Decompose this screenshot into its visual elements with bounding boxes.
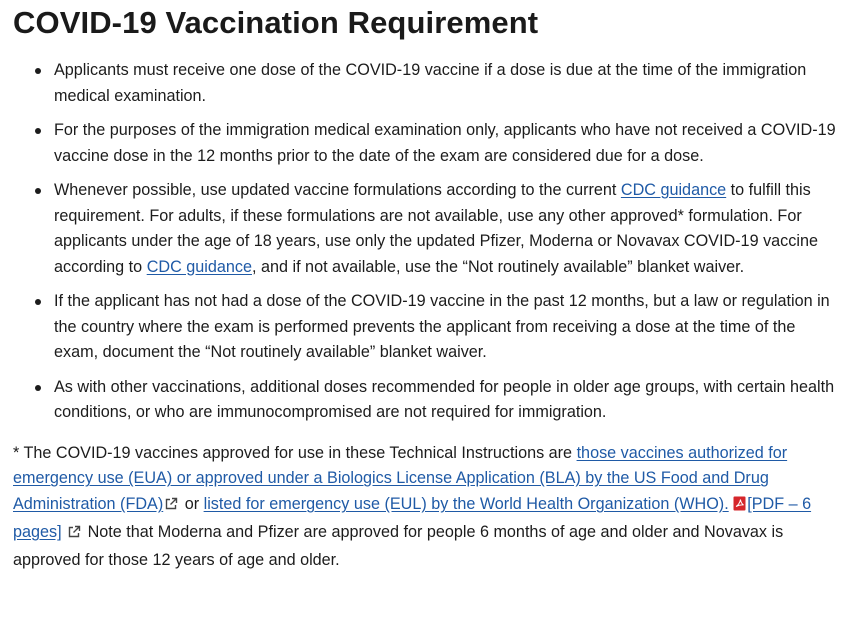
cdc-guidance-link[interactable]: CDC guidance (620, 181, 727, 199)
external-link-icon (164, 494, 178, 520)
footnote-text: or (180, 495, 204, 514)
fda-approved-vaccines-link[interactable]: those vaccines authorized for emergency use (EUA) or approved under a Biologics License Application (BLA) by the US Food and Drug Administration (FDA) (13, 443, 788, 514)
bullet-text: Applicants must receive one dose of the COVID-19 vaccine if a dose is due at the time of the immigration medical examination. (54, 61, 807, 105)
cdc-guidance-link[interactable]: CDC guidance (146, 257, 252, 276)
list-item (13, 375, 836, 426)
page-title: COVID-19 Vaccination Requirement (13, 5, 539, 40)
pdf-icon (733, 494, 746, 520)
list-item (13, 289, 836, 366)
footnote (13, 441, 836, 574)
pdf-download-link[interactable]: [PDF – 6 pages] (13, 495, 812, 541)
bullet-text: to fulfill this requirement. For adults, if these formulations are not available, use any other approved* formulation. For applicants under the age of 18 years, use only the updated Pfizer, Moderna or Novavax COVID-19 vaccine according to (54, 181, 818, 276)
footnote-text: * The COVID-19 vaccines approved for use in these Technical Instructions are (13, 443, 577, 462)
bullet-text: , and if not available, use the “Not routinely available” blanket waiver. (251, 257, 745, 276)
list-item (13, 178, 836, 280)
list-item (13, 58, 836, 109)
bullet-text: For the purposes of the immigration medical examination only, applicants who have not received a COVID-19 vaccine dose in the 12 months prior to the date of the exam are considered due for a dose. (54, 121, 836, 165)
external-link-icon (67, 522, 81, 548)
list-item (13, 118, 836, 169)
bullet-text: Whenever possible, use updated vaccine formulations according to the current (54, 181, 621, 199)
bullet-text: If the applicant has not had a dose of the COVID-19 vaccine in the past 12 months, but a law or regulation in the country where the exam is performed prevents the applicant from receiving a dose at the time of the exam, document the “Not routinely available” blanket waiver. (54, 292, 830, 361)
bullet-text: As with other vaccinations, additional doses recommended for people in older age groups, with certain health conditions, or who are immunocompromised are not required for immigration. (54, 377, 835, 421)
who-eul-link[interactable]: listed for emergency use (EUL) by the World Health Organization (WHO). (203, 495, 729, 514)
requirements-list (13, 58, 836, 426)
footnote-text: Note that Moderna and Pfizer are approved for people 6 months of age and older and Novavax is approved for those 12 years of age and older. (13, 522, 784, 569)
